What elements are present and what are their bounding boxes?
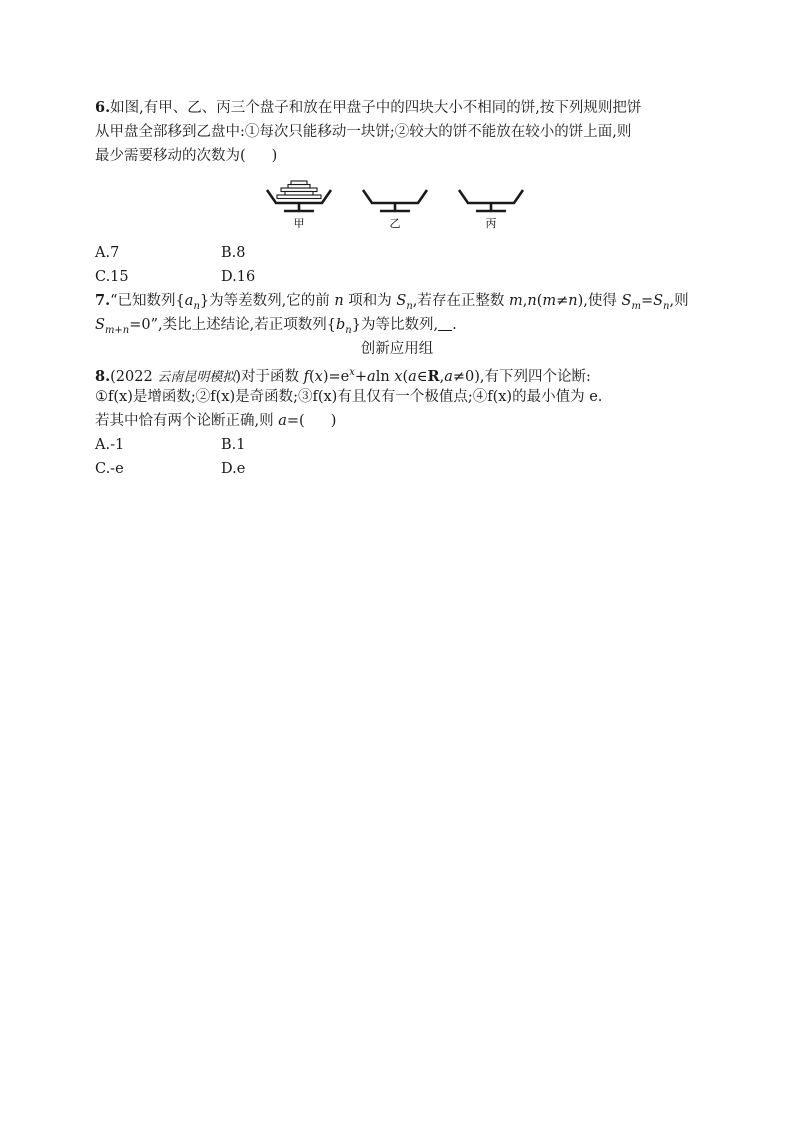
q6-option-d: D.16 <box>221 269 256 285</box>
q6-line-2 <box>95 121 631 143</box>
q8-var: a <box>278 413 287 429</box>
q7-var: n <box>568 293 578 309</box>
q6-option-c: C.15 <box>95 269 129 285</box>
plate-bing <box>459 190 523 230</box>
q6-option-a: A.7 <box>95 245 120 261</box>
disk-stack <box>277 181 321 199</box>
plate-yi <box>363 190 427 230</box>
q7-var: n <box>527 293 537 309</box>
q7-var: b <box>335 317 346 333</box>
plate-label-jia: 甲 <box>293 217 305 230</box>
section-title: 创新应用组 <box>360 341 434 357</box>
q8-option-b: B.1 <box>221 437 246 453</box>
q7-text: }为等比数列, <box>351 317 439 333</box>
q7-text: ,若存在正整数 <box>412 293 510 309</box>
q8-text: ) <box>330 413 337 429</box>
q6-line-3 <box>95 145 277 167</box>
q8-text: )对于函数 <box>235 368 304 385</box>
plate-label-bing: 丙 <box>485 217 497 230</box>
q7-var: S <box>95 317 105 333</box>
q8-line-3 <box>95 410 336 432</box>
q7-text: }为等差数列,它的前 <box>199 293 335 309</box>
q7-sub: m+n <box>104 324 130 336</box>
q7-sub: n <box>406 300 413 312</box>
q8-option-c: C.-e <box>95 461 124 477</box>
q7-text: ,则 <box>669 293 689 309</box>
q7-sub: m <box>631 300 641 312</box>
q8-statements: ①f(x)是增函数;②f(x)是奇函数;③f(x)有且仅有一个极值点;④f(x)的最小值为 e. <box>95 389 603 405</box>
q8-text: ∈ <box>416 368 428 385</box>
q7-text: ( <box>536 293 543 309</box>
q8-option-a: A.-1 <box>95 437 125 453</box>
q8-text: 若其中恰有两个论断正确,则 <box>95 413 279 429</box>
q7-var: m <box>509 293 523 309</box>
q8-text: (2022 <box>110 368 158 385</box>
q6-number: 6. <box>95 99 111 116</box>
q6-option-b: B.8 <box>221 245 246 261</box>
q7-text: . <box>452 317 457 333</box>
q8-var: a <box>408 368 417 385</box>
q8-text: ( <box>308 368 315 385</box>
q8-text: + <box>354 368 368 385</box>
q8-number: 8. <box>95 367 111 385</box>
q8-text: ( <box>402 368 409 385</box>
q8-text: )=e <box>322 368 350 385</box>
q8-set-R: R <box>427 367 440 385</box>
q7-sub: n <box>663 300 670 312</box>
q8-line-2 <box>95 386 602 408</box>
q7-var: m <box>542 293 557 309</box>
q7-var: S <box>621 293 632 309</box>
q8-text: =( <box>286 413 305 429</box>
q8-sup: x <box>349 367 355 378</box>
q7-text: ≠ <box>556 293 569 309</box>
q6-text-3: 最少需要移动的次数为( <box>95 148 246 164</box>
q8-var: f <box>303 368 309 385</box>
q7-number: 7. <box>95 292 111 309</box>
q7-var: n <box>334 293 344 309</box>
q8-var: x <box>394 368 403 385</box>
q6-text-3-end: ) <box>271 148 278 164</box>
q8-source: 云南昆明模拟 <box>157 369 236 385</box>
q7-var: S <box>396 293 407 309</box>
q8-text: ≠0),有下列四个论断: <box>452 368 591 385</box>
q8-var: a <box>367 368 376 385</box>
plates-figure <box>262 174 532 234</box>
q7-text: =0”,类比上述结论,若正项数列{ <box>129 317 336 333</box>
q7-var: a <box>184 293 194 309</box>
plate-label-yi: 乙 <box>389 217 401 230</box>
q8-text: ln <box>375 368 395 385</box>
q8-var: x <box>314 368 323 385</box>
answer-blank <box>438 316 452 331</box>
q6-text-2: 从甲盘全部移到乙盘中:①每次只能移动一块饼;②较大的饼不能放在较小的饼上面,则 <box>95 124 632 140</box>
q7-text: “已知数列{ <box>110 293 185 309</box>
q8-var: a <box>444 368 453 385</box>
q7-var: S <box>653 293 664 309</box>
q8-line-1 <box>95 362 591 389</box>
q6-line-1 <box>95 97 641 119</box>
q8-option-d: D.e <box>221 461 246 477</box>
q7-text: , <box>522 293 528 309</box>
q8-text: , <box>439 368 445 385</box>
q7-text: = <box>640 293 654 309</box>
plate-jia <box>267 181 331 230</box>
q6-text-1: 如图,有甲、乙、丙三个盘子和放在甲盘子中的四块大小不相同的饼,按下列规则把饼 <box>110 100 642 116</box>
q7-sub: n <box>345 324 352 336</box>
q7-text: ),使得 <box>577 293 622 309</box>
q7-text: 项和为 <box>343 293 397 309</box>
q7-sub: n <box>193 300 200 312</box>
